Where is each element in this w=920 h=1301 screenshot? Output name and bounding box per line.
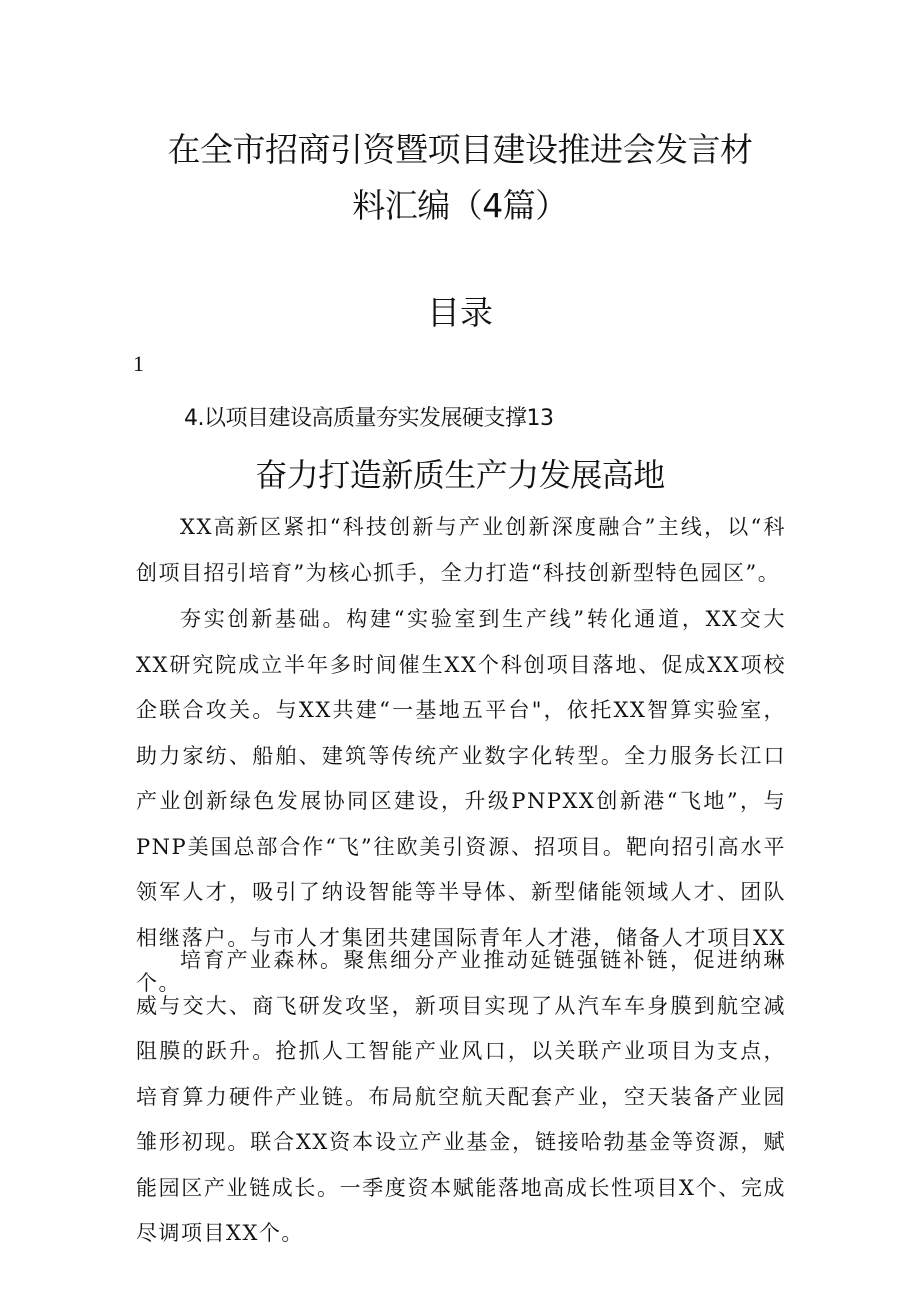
document-title-line-1: 在全市招商引资暨项目建设推进会发言材: [167, 130, 753, 169]
article-title: 奋力打造新质生产力发展高地: [255, 456, 665, 494]
toc-page-number: 1: [133, 351, 144, 376]
toc-entry: 4.以项目建设高质量夯实发展硬支撑13: [184, 406, 554, 431]
body-paragraph-innovation: 夯实创新基础。构建“实验室到生产线”转化通道，XX交大XX研究院成立半年多时间催生XX个科创项目落地、促成XX项校企联合攻关。与XX共建“一基地五平台"，依托XX智算实验室，助力家纺、船舶、建筑等传统产业数字化转型。全力服务长江口产业创新绿色发展协同区建设，升级PNPXX创新港“飞地”，与PNP美国总部合作“飞”往欧美引资源、招项目。靶向招引高水平领军人才，吸引了纳设智能等半导体、新型储能领域人才、团队相继落户。与市人才集团共建国际青年人才港，储备人才项目XX个。: [136, 607, 786, 995]
document-title-line-2: 料汇编（4篇）: [352, 186, 568, 225]
toc-heading: 目录: [427, 293, 493, 332]
body-paragraph-industry: 培育产业森林。聚焦细分产业推动延链强链补链，促进纳琳威与交大、商飞研发攻坚，新项目实现了从汽车车身膜到航空减阻膜的跃升。抢抓人工智能产业风口，以关联产业项目为支点，培育算力硬件产业链。布局航空航天配套产业，空天装备产业园雏形初现。联合XX资本设立产业基金，链接哈勃基金等资源，赋能园区产业链成长。一季度资本赋能落地高成长性项目X个、完成尽调项目XX个。: [136, 948, 786, 1245]
body-paragraph-intro: XX高新区紧扣“科技创新与产业创新深度融合”主线，以“科创项目招引培育”为核心抓手，全力打造“科技创新型特色园区”。: [136, 515, 786, 585]
